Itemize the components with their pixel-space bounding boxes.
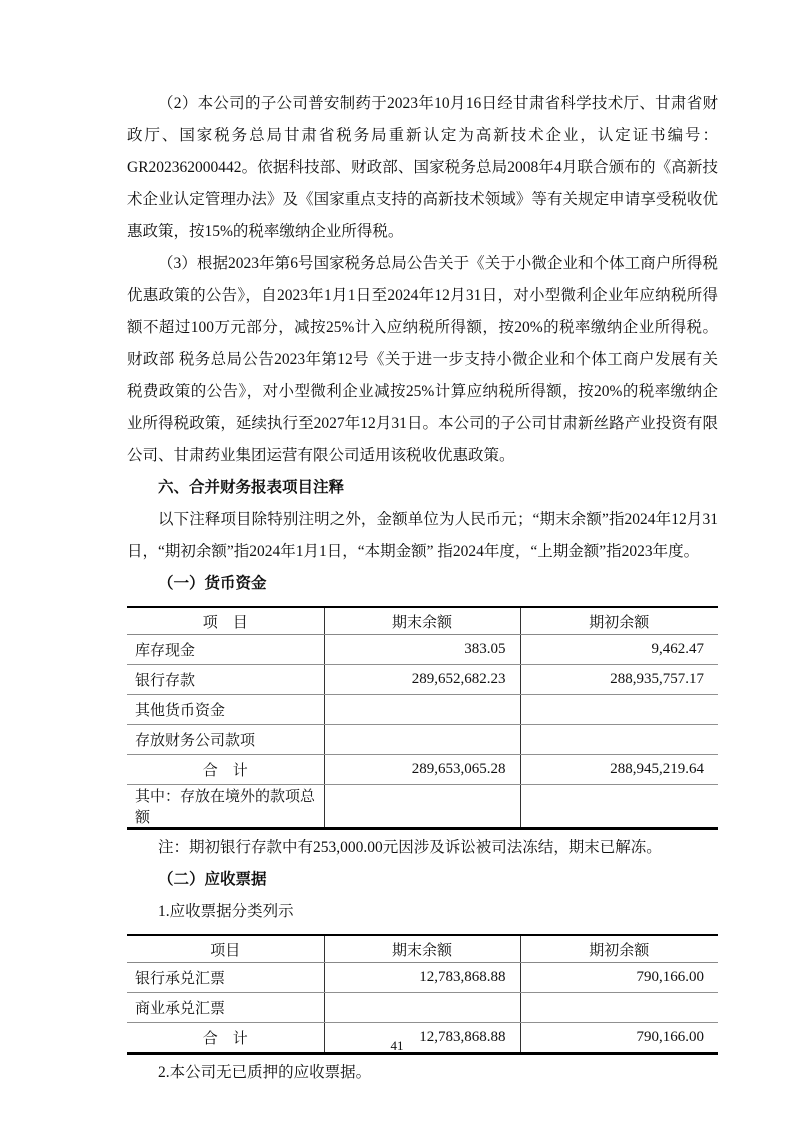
- paragraph-tax-item-3: （3）根据2023年第6号国家税务总局公告关于《关于小微企业和个体工商户所得税优惠政策的公告》，自2023年1月1日至2024年12月31日，对小型微利企业年应纳税所得额不超过100万元部分，减按25%计入应纳税所得额，按20%的税率缴纳企业所得税。财政部 税务总局公告2023年第12号《关于进一步支持小微企业和个体工商户发展有关税费政策的公告》，对小型微利企业减按25%计算应纳税所得额，按20%的税率缴纳企业所得税政策，延续执行至2027年12月31日。本公司的子公司甘肃新丝路产业投资有限公司、甘肃药业集团运营有限公司适用该税收优惠政策。: [127, 255, 718, 464]
- table-cell: 790,166.00: [520, 1023, 718, 1054]
- monetary-funds-table: [127, 606, 718, 830]
- table-cell: 存放财务公司款项: [127, 725, 324, 755]
- table-row-bank-acceptance-bills: [127, 963, 718, 993]
- table-row-finance-company-deposits: [127, 725, 718, 755]
- table-cell: 288,945,219.64: [520, 755, 718, 785]
- table-cell: 库存现金: [127, 635, 324, 665]
- table-cell: [324, 725, 520, 755]
- table-cell: 790,166.00: [520, 963, 718, 993]
- table-row-funds-abroad: [127, 785, 718, 829]
- table-row-commercial-acceptance-bills: [127, 993, 718, 1023]
- heading-section-6: 六、合并财务报表项目注释: [158, 479, 345, 496]
- paragraph-notes-intro: 以下注释项目除特别注明之外，金额单位为人民币元；“期末余额”指2024年12月31日，“期初余额”指2024年1月1日，“本期金额” 指2024年度，“上期金额”指2023年度。: [127, 511, 718, 560]
- table-row-bank-deposits: [127, 665, 718, 695]
- col-header-item: 项目: [127, 935, 324, 963]
- bills-classification-label: 1.应收票据分类列示: [158, 903, 294, 920]
- table-cell: 合 计: [127, 755, 324, 785]
- table-cell: 383.05: [324, 635, 520, 665]
- page-number: 41: [390, 1038, 404, 1053]
- table-row-cash-on-hand: [127, 635, 718, 665]
- table-cell: 其中：存放在境外的款项总额: [127, 785, 324, 829]
- notes-receivable-table: [127, 934, 718, 1055]
- table-cell: 银行承兑汇票: [127, 963, 324, 993]
- bills-pledge-note: 2.本公司无已质押的应收票据。: [158, 1064, 372, 1081]
- heading-notes-receivable: （二）应收票据: [158, 871, 267, 888]
- table-cell: 合 计: [127, 1023, 324, 1054]
- table-cell: 9,462.47: [520, 635, 718, 665]
- table-header-row: [127, 935, 718, 963]
- table-cell: [324, 785, 520, 829]
- table-cell: 12,783,868.88: [324, 963, 520, 993]
- table-cell: [324, 695, 520, 725]
- table-header-row: [127, 607, 718, 635]
- col-header-beginning-balance: 期初余额: [520, 935, 718, 963]
- table-cell: [520, 695, 718, 725]
- heading-monetary-funds: （一）货币资金: [158, 575, 267, 592]
- col-header-beginning-balance: 期初余额: [520, 607, 718, 635]
- table-cell: 288,935,757.17: [520, 665, 718, 695]
- table-cell: 商业承兑汇票: [127, 993, 324, 1023]
- table-cell: 其他货币资金: [127, 695, 324, 725]
- table-cell: [324, 993, 520, 1023]
- paragraph-tax-item-2: （2）本公司的子公司普安制药于2023年10月16日经甘肃省科学技术厅、甘肃省财政厅、国家税务总局甘肃省税务局重新认定为高新技术企业，认定证书编号：GR202362000442。依据科技部、财政部、国家税务总局2008年4月联合颁布的《高新技术企业认定管理办法》及《国家重点支持的高新技术领域》等有关规定申请享受税收优惠政策，按15%的税率缴纳企业所得税。: [127, 95, 718, 240]
- col-header-ending-balance: 期末余额: [324, 607, 520, 635]
- cash-table-note: 注：期初银行存款中有253,000.00元因涉及诉讼被司法冻结，期末已解冻。: [158, 839, 662, 856]
- col-header-item: 项 目: [127, 607, 324, 635]
- table-cell: 12,783,868.88: [324, 1023, 520, 1054]
- table-row-total: [127, 755, 718, 785]
- table-cell: 289,652,682.23: [324, 665, 520, 695]
- table-row-other-monetary-funds: [127, 695, 718, 725]
- table-cell: 银行存款: [127, 665, 324, 695]
- col-header-ending-balance: 期末余额: [324, 935, 520, 963]
- table-cell: [520, 785, 718, 829]
- table-cell: 289,653,065.28: [324, 755, 520, 785]
- table-cell: [520, 725, 718, 755]
- table-cell: [520, 993, 718, 1023]
